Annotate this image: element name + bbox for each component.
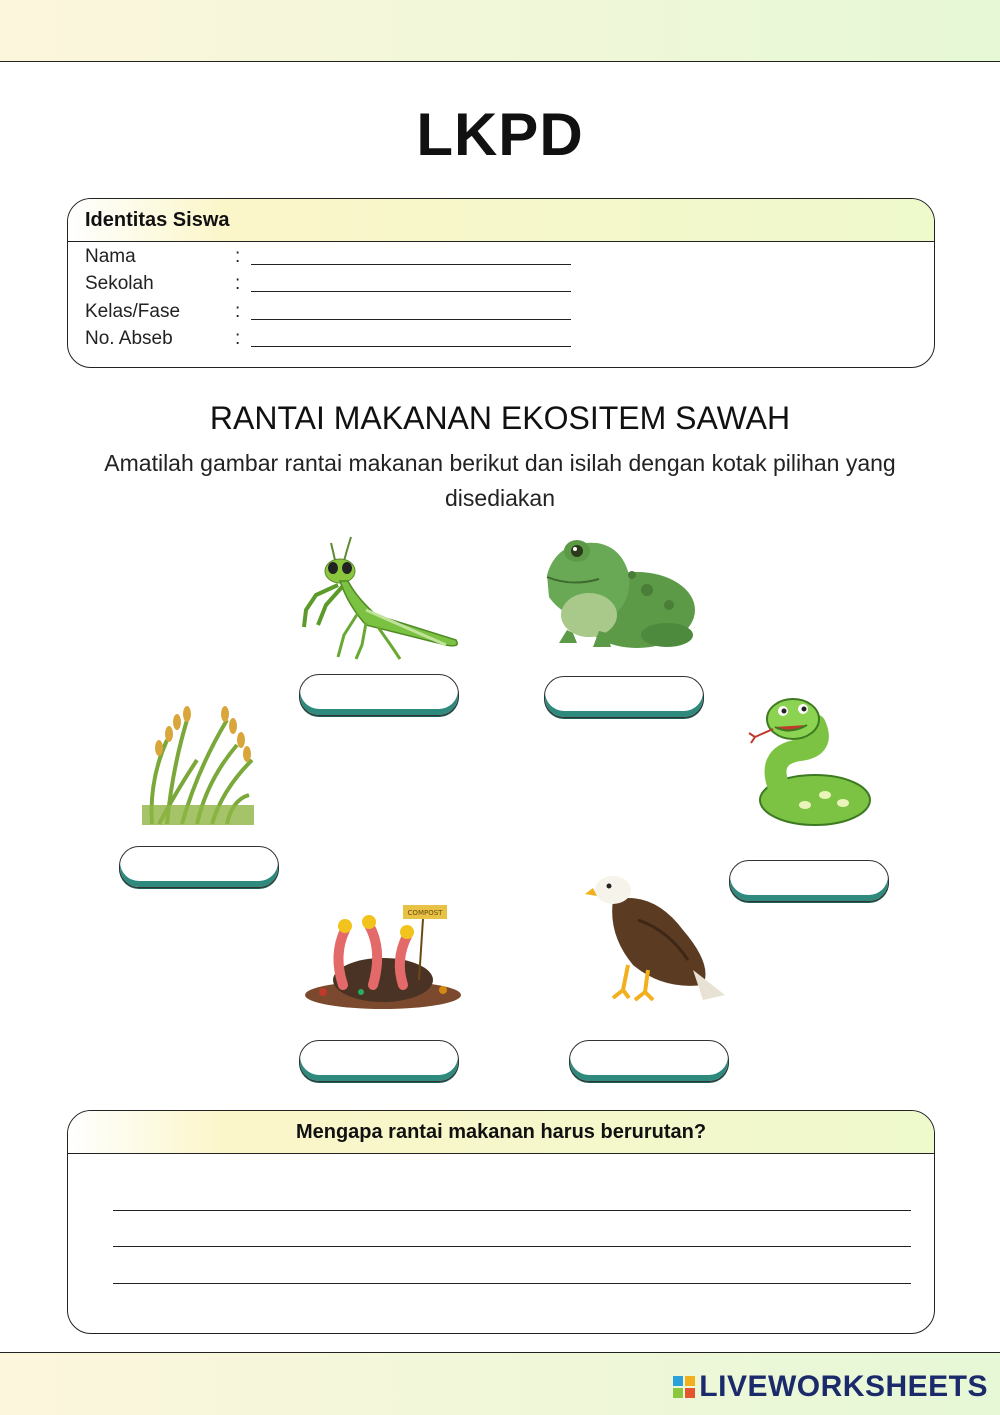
identity-heading: Identitas Siswa [68, 199, 934, 242]
field-label: Kelas/Fase [85, 301, 181, 322]
liveworksheets-icon [673, 1376, 695, 1398]
field-kelas-fase [85, 298, 571, 326]
page-title: LKPD [416, 101, 584, 168]
answer-line[interactable] [113, 1283, 911, 1284]
instruction-text: Amatilah gambar rantai makanan berikut dan isilah dengan kotak pilihan yang disediakan [104, 450, 896, 511]
field-colon: : [235, 301, 241, 322]
identity-box [67, 198, 935, 368]
top-banner [0, 0, 1000, 62]
section-title: RANTAI MAKANAN EKOSITEM SAWAH [209, 400, 791, 436]
field-colon: : [235, 273, 241, 294]
kelas-input-line[interactable] [251, 319, 571, 320]
frog-image [537, 535, 699, 655]
field-label: Nama [85, 246, 136, 267]
rice-plant-image [137, 700, 259, 825]
field-nama [85, 243, 571, 271]
field-label: Sekolah [85, 273, 154, 294]
brand-logo [673, 1370, 988, 1404]
answer-box-snake[interactable] [729, 860, 889, 902]
field-colon: : [235, 246, 241, 267]
answer-box-decomposer[interactable] [299, 1040, 459, 1082]
field-label: No. Abseb [85, 328, 173, 349]
field-no-absen [85, 325, 571, 353]
absen-input-line[interactable] [251, 346, 571, 347]
field-colon: : [235, 328, 241, 349]
answer-box-eagle[interactable] [569, 1040, 729, 1082]
mantis-image [296, 535, 466, 660]
answer-box-frog[interactable] [544, 676, 704, 718]
brand-text: LIVEWORKSHEETS [699, 1370, 988, 1403]
question-box [67, 1110, 935, 1334]
field-sekolah [85, 270, 571, 298]
sekolah-input-line[interactable] [251, 291, 571, 292]
answer-line[interactable] [113, 1210, 911, 1211]
answer-box-mantis[interactable] [299, 674, 459, 716]
snake-image [745, 695, 875, 830]
question-heading: Mengapa rantai makanan harus berurutan? [68, 1111, 934, 1154]
answer-line[interactable] [113, 1246, 911, 1247]
eagle-image [583, 870, 728, 1010]
nama-input-line[interactable] [251, 264, 571, 265]
decomposer-image [303, 900, 463, 1010]
sign-text: COMPOST [407, 909, 443, 917]
answer-box-rice[interactable] [119, 846, 279, 888]
